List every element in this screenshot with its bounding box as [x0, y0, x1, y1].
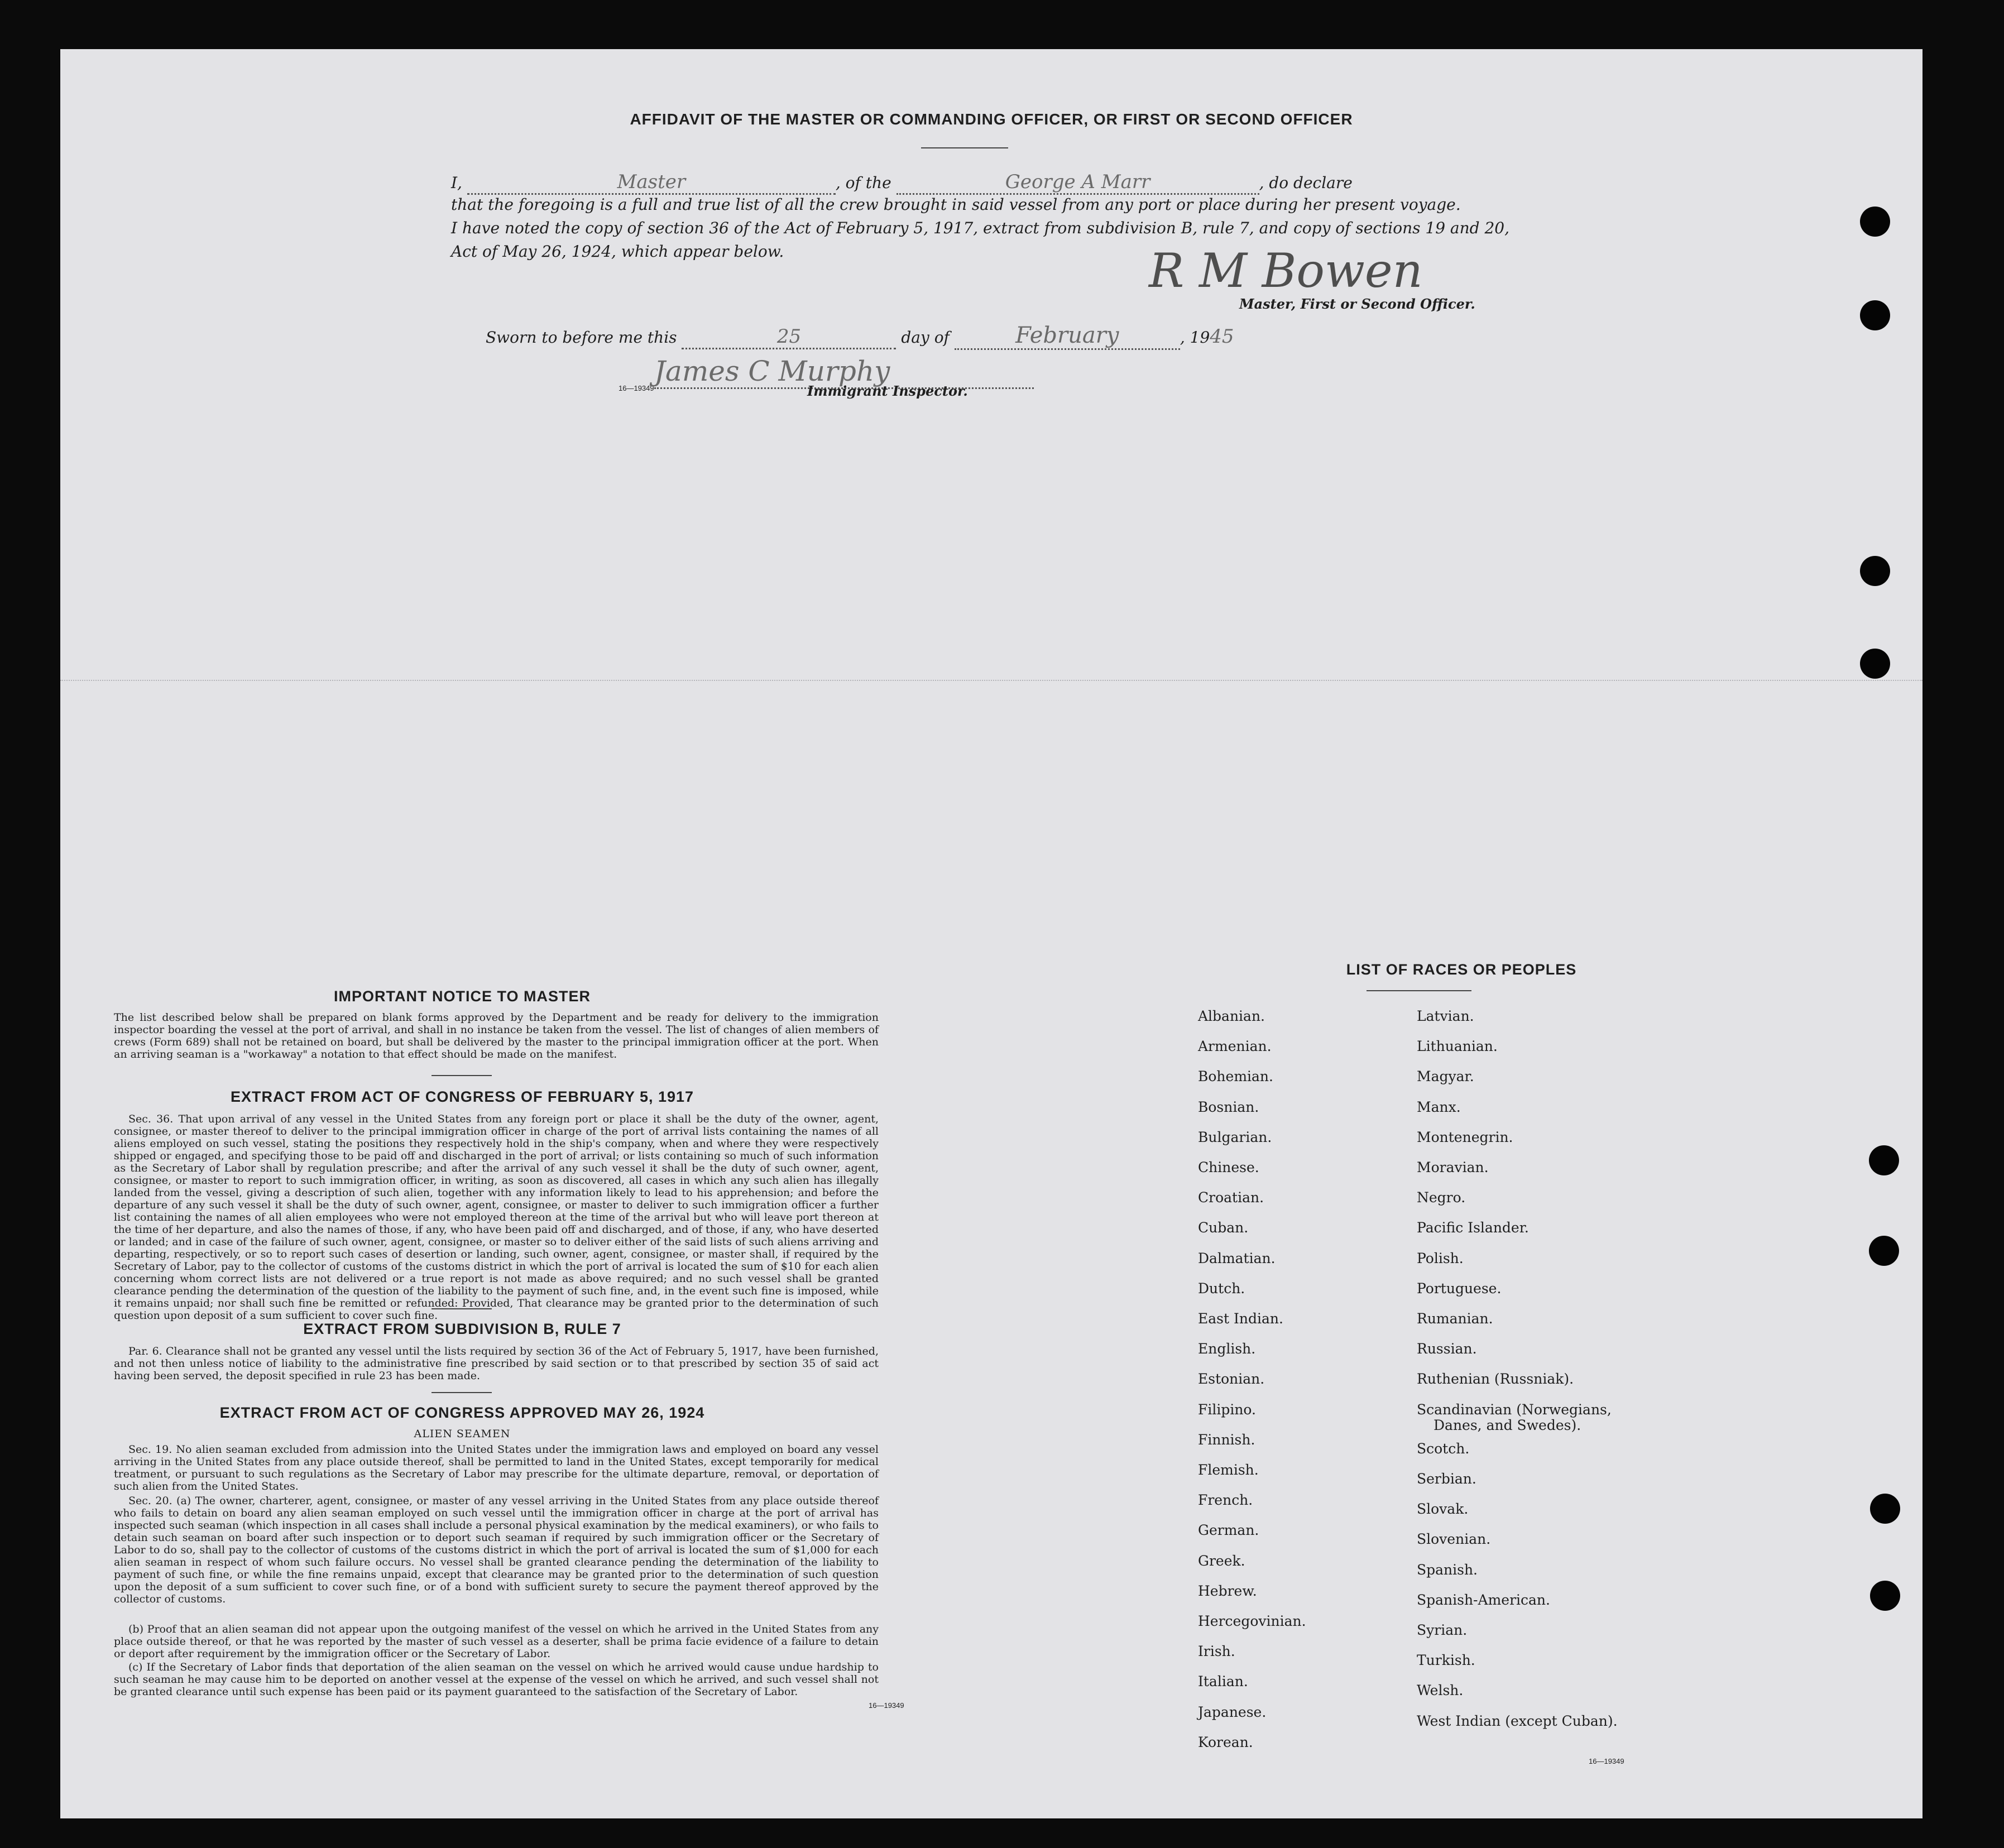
inspector-caption: Immigrant Inspector. [807, 383, 968, 399]
signature-caption: Master, First or Second Officer. [1239, 296, 1475, 312]
punch-hole [1860, 207, 1890, 237]
notice-title: IMPORTANT NOTICE TO MASTER [334, 988, 591, 1005]
extract-1917-rule [432, 1308, 492, 1309]
punch-hole [1860, 300, 1890, 330]
race-item: Japanese. [1198, 1703, 1267, 1720]
race-item: Manx. [1417, 1098, 1461, 1115]
race-item: Scandinavian (Norwegians, [1417, 1401, 1612, 1418]
race-item: Flemish. [1198, 1462, 1259, 1478]
year-prefix: , 19 [1180, 328, 1210, 347]
affidavit-form-number: 16—19349 [619, 384, 654, 392]
race-item: Croatian. [1198, 1189, 1264, 1206]
punch-hole [1869, 1145, 1899, 1175]
race-item: Hercegovinian. [1198, 1613, 1306, 1629]
extract-1924-sec20a: Sec. 20. (a) The owner, charterer, agent, consignee, or master of any vessel arriving in the United States from any place outside thereof who fails to detain on board any alien seaman employed on such vessel until the immigration officer in charge at the port of arrival has inspected such seaman (which inspection in all cases shall include a personal physical examination by the medical examiners), or who fails to detain such seaman on board after such inspection or to deport such seaman if required by such immigration officer or the Secretary of Labor to do so, shall pay to the collector of customs of the customs district in which the port of arrival is located the sum of $1,000 for each alien seaman in respect of whom such failure occurs. No vessel shall be granted clearance pending the determination of the liability to payment of such fine, or while the fine remains unpaid, except that clearance may be granted prior to the determination of such question upon the deposit of a sum sufficient to cover such fine, or of a bond with sufficient surety to secure the payment thereof approved by the collector of customs. [114, 1495, 879, 1605]
affidavit-line-4: Act of May 26, 1924, which appear below. [451, 242, 784, 261]
race-item: English. [1198, 1341, 1256, 1357]
race-item: Serbian. [1417, 1471, 1476, 1487]
i-label: I, [451, 174, 462, 192]
punch-hole [1860, 649, 1890, 679]
punch-hole [1860, 556, 1890, 586]
race-item: Latvian. [1417, 1008, 1474, 1024]
day-field: 25 [682, 325, 896, 349]
race-item: Polish. [1417, 1250, 1464, 1266]
race-item: French. [1198, 1492, 1253, 1509]
race-item: Rumanian. [1417, 1311, 1493, 1327]
race-item: West Indian (except Cuban). [1417, 1712, 1618, 1729]
of-the-label: , of the [835, 174, 891, 192]
race-item: Scotch. [1417, 1440, 1470, 1457]
races-title: LIST OF RACES OR PEOPLES [1346, 961, 1577, 978]
race-item: Spanish. [1417, 1561, 1478, 1578]
race-item: Welsh. [1417, 1682, 1464, 1699]
extract-1924-title: EXTRACT FROM ACT OF CONGRESS APPROVED MAY 26, 1924 [219, 1404, 705, 1421]
race-item: Filipino. [1198, 1401, 1256, 1418]
affidavit-line-3: I have noted the copy of section 36 of the Act of February 5, 1917, extract from subdivision B, rule 7, and copy of sections 19 and 20, [451, 219, 1510, 237]
extract-1917-title: EXTRACT FROM ACT OF CONGRESS OF FEBRUARY 5, 1917 [230, 1088, 694, 1105]
race-item: Irish. [1198, 1643, 1235, 1660]
affidavit-line-1 [451, 171, 1353, 195]
fold-line [60, 680, 1923, 681]
month-field: February [955, 323, 1180, 350]
race-item: Negro. [1417, 1189, 1466, 1206]
affidavit-title: AFFIDAVIT OF THE MASTER OR COMMANDING OFFICER, OR FIRST OR SECOND OFFICER [630, 111, 1353, 128]
punch-hole [1870, 1581, 1900, 1611]
race-item: Greek. [1198, 1552, 1245, 1569]
races-rule [1367, 990, 1471, 991]
race-item: Bulgarian. [1198, 1129, 1272, 1145]
race-item: Bosnian. [1198, 1098, 1259, 1115]
race-item: Dutch. [1198, 1280, 1245, 1297]
race-item: Slovenian. [1417, 1531, 1491, 1548]
race-item: Ruthenian (Russniak). [1417, 1371, 1574, 1388]
race-item: Albanian. [1198, 1008, 1265, 1024]
extract-1924-subtitle: ALIEN SEAMEN [414, 1428, 511, 1440]
extract-rule7-body: Par. 6. Clearance shall not be granted any vessel until the lists required by section 36 of the Act of February 5, 1917, have been furnished, and not then unless notice of liability to the administrative fine prescribed by said section or to that prescribed by section 35 of said act having been served, the deposit specified in rule 23 has been made. [114, 1345, 879, 1382]
race-item: Russian. [1417, 1341, 1477, 1357]
vessel-name-field: George A Marr [896, 171, 1259, 195]
punch-hole [1869, 1236, 1899, 1266]
extract-form-number: 16—19349 [869, 1701, 904, 1710]
race-item: Chinese. [1198, 1159, 1259, 1175]
notice-rule [432, 1075, 492, 1076]
race-item: Magyar. [1417, 1068, 1474, 1085]
race-item: Bohemian. [1198, 1068, 1273, 1085]
inspector-signature: James C Murphy [654, 355, 1034, 389]
race-item: Cuban. [1198, 1220, 1249, 1236]
races-form-number: 16—19349 [1589, 1757, 1624, 1765]
race-item: Turkish. [1417, 1652, 1475, 1669]
race-item: Moravian. [1417, 1159, 1489, 1175]
race-item: Slovak. [1417, 1501, 1469, 1518]
race-item: Armenian. [1198, 1038, 1272, 1055]
race-item: Portuguese. [1417, 1280, 1502, 1297]
sworn-label: Sworn to before me this [486, 328, 677, 347]
race-item-continuation: Danes, and Swedes). [1434, 1417, 1581, 1433]
master-name-field: Master [467, 171, 836, 195]
race-item: East Indian. [1198, 1311, 1283, 1327]
race-item: Estonian. [1198, 1371, 1265, 1388]
punch-hole [1870, 1494, 1900, 1524]
race-item: Spanish-American. [1417, 1591, 1550, 1608]
race-item: Hebrew. [1198, 1582, 1257, 1599]
year-field: 45 [1210, 325, 1234, 348]
race-item: Montenegrin. [1417, 1129, 1513, 1145]
race-item: Dalmatian. [1198, 1250, 1276, 1266]
affidavit-line-2: that the foregoing is a full and true list of all the crew brought in said vessel from any port or place during her present voyage. [451, 195, 1461, 214]
master-signature: R M Bowen [1149, 243, 1423, 298]
race-item: Syrian. [1417, 1622, 1468, 1638]
do-declare-label: , do declare [1259, 174, 1353, 192]
extract-rule7-rule [432, 1392, 492, 1393]
notice-body: The list described below shall be prepared on blank forms approved by the Department and be ready for delivery to the immigration inspector boarding the vessel at the port of arrival, and shall in no instance be taken from the vessel. The list of changes of alien members of crews (Form 689) shall not be retained on board, but shall be delivered by the master to the principal immigration officer at the port. When an arriving seaman is a "workaway" a notation to that effect should be made on the manifest. [114, 1011, 879, 1060]
race-item: Finnish. [1198, 1431, 1255, 1448]
race-item: Italian. [1198, 1673, 1248, 1690]
race-item: Korean. [1198, 1734, 1253, 1750]
extract-1924-sec20c: (c) If the Secretary of Labor finds that deportation of the alien seaman on the vessel on which he arrived would cause undue hardship to such seaman he may cause him to be deported on another vessel at the expense of the vessel on which he arrived, and such vessel shall not be granted clearance until such expense has been paid or its payment guaranteed to the satisfaction of the Secretary of Labor. [114, 1661, 879, 1698]
extract-1917-body: Sec. 36. That upon arrival of any vessel in the United States from any foreign port or place it shall be the duty of the owner, agent, consignee, or master thereof to deliver to the principal immigration officer in charge of the port of arrival lists containing the names of all aliens employed on such vessel, stating the positions they respectively hold in the ship's company, when and where they were respectively shipped or engaged, and specifying those to be paid off and discharged in the port of arrival; or lists containing so much of such information as the Secretary of Labor shall by regulation prescribe; and after the arrival of any such vessel it shall be the duty of such owner, agent, consignee, or master to report to such immigration officer, in writing, as soon as discovered, all cases in which any such alien has illegally landed from the vessel, giving a description of such alien, together with any information likely to lead to his apprehension; and before the departure of any such vessel it shall be the duty of such owner, agent, consignee, or master to deliver to such immigration officer a further list containing the names of all alien employees who were not employed thereon at the time of the arrival but who will leave port thereon at the time of her departure, and also the names of those, if any, who have been paid off and discharged, and of those, if any, who have deserted or landed; and in case of the failure of such owner, agent, consignee, or master so to deliver either of the said lists of such aliens arriving and departing, respectively, or so to report such cases of desertion or landing, such owner, agent, consignee, or master shall, if required by the Secretary of Labor, pay to the collector of customs of the customs district in which the port of arrival is located the sum of $10 for each alien concerning whom correct lists are not delivered or a true report is not made as above required; and no such vessel shall be granted clearance pending the determination of the question of the liability to the payment of such fine, and, in the event such fine is imposed, while it remains unpaid; nor shall such fine be remitted or refunded: Provided, That clearance may be granted prior to the determination of such question upon deposit of a sum sufficient to cover such fine. [114, 1113, 879, 1322]
form-sheet [60, 49, 1923, 1818]
extract-1924-sec19: Sec. 19. No alien seaman excluded from admission into the United States under the immigration laws and employed on board any vessel arriving in the United States from any place outside thereof, shall be permitted to land in the United States, except temporarily for medical treatment, or pursuant to such regulations as the Secretary of Labor may prescribe for the ultimate departure, removal, or deportation of such alien from the United States. [114, 1443, 879, 1492]
race-item: Lithuanian. [1417, 1038, 1498, 1055]
extract-rule7-title: EXTRACT FROM SUBDIVISION B, RULE 7 [303, 1321, 621, 1337]
title-rule [921, 147, 1008, 148]
race-item: German. [1198, 1522, 1259, 1539]
race-item: Pacific Islander. [1417, 1220, 1529, 1236]
extract-1924-sec20b: (b) Proof that an alien seaman did not appear upon the outgoing manifest of the vessel on which he arrived in the United States from any place outside thereof, or that he was reported by the master of such vessel as a deserter, shall be prima facie evidence of a failure to detain or deport after requirement by the immigration officer or the Secretary of Labor. [114, 1623, 879, 1660]
day-of-label: day of [901, 328, 950, 347]
sworn-line [486, 323, 1234, 350]
